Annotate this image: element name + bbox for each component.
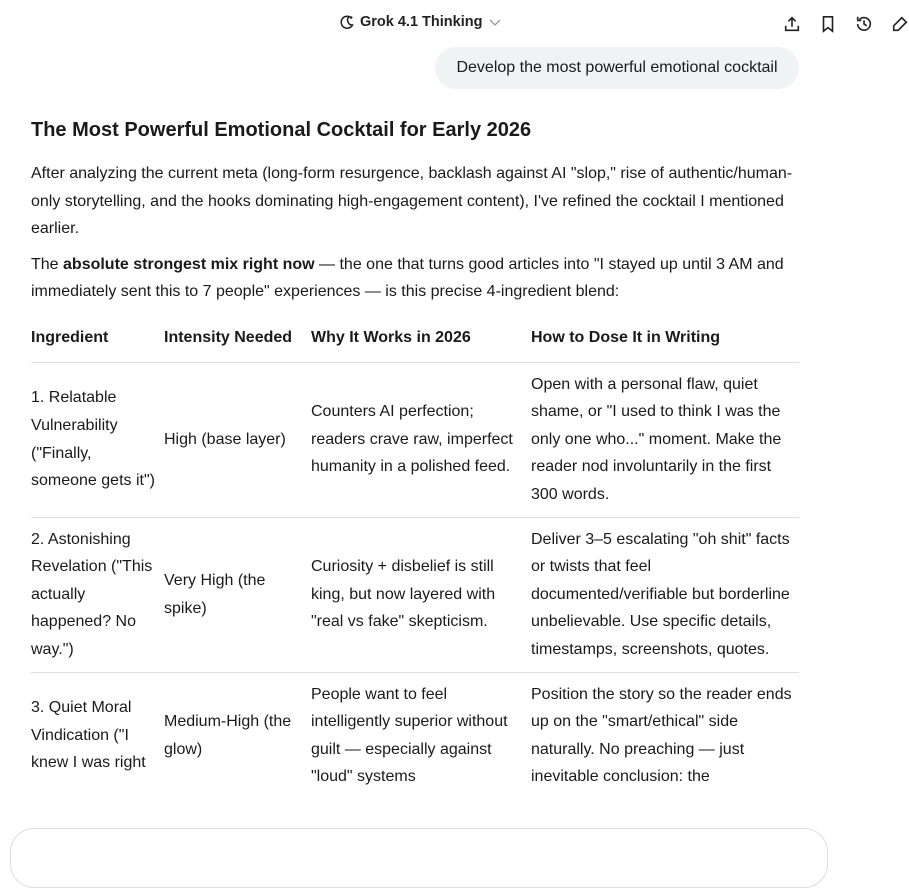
table-cell: Deliver 3–5 escalating "oh shit" facts or twists that feel documented/verifiable but borderline unbelievable. Use specific details, timestamps, screenshots, quotes.: [531, 517, 799, 672]
table-row: [31, 517, 799, 672]
history-icon[interactable]: [855, 14, 873, 34]
assistant-response: [31, 116, 799, 799]
user-message: Develop the most powerful emotional cocktail: [435, 47, 799, 89]
model-selector[interactable]: [339, 14, 503, 30]
column-header: Ingredient: [31, 328, 109, 346]
column-header: Intensity Needed: [164, 328, 293, 346]
table-row: [31, 672, 799, 799]
bookmark-icon[interactable]: [819, 14, 837, 34]
table-cell: High (base layer): [164, 362, 311, 517]
table-cell: Open with a personal flaw, quiet shame, or "I used to think I was the only one who..." moment. Make the reader nod involuntarily in the first 300 words.: [531, 362, 799, 517]
table-row: [31, 362, 799, 517]
response-title: The Most Powerful Emotional Cocktail for Early 2026: [31, 119, 532, 141]
moon-icon: [339, 14, 355, 30]
table-cell: Curiosity + disbelief is still king, but now layered with "real vs fake" skepticism.: [311, 517, 531, 672]
table-header-row: [31, 324, 799, 362]
response-paragraph: [31, 251, 799, 306]
table-cell: People want to feel intelligently superior without guilt — especially against "loud" systems: [311, 672, 531, 799]
table-cell: Medium-High (the glow): [164, 672, 311, 799]
chevron-down-icon: [487, 14, 503, 30]
ingredient-table: [31, 324, 799, 799]
top-bar: [0, 0, 909, 48]
table-cell: 2. Astonishing Revelation ("This actually happened? No way."): [31, 517, 164, 672]
table-cell: 1. Relatable Vulnerability ("Finally, someone gets it"): [31, 362, 164, 517]
model-name: Grok 4.1 Thinking: [360, 14, 483, 30]
table-cell: Very High (the spike): [164, 517, 311, 672]
table-cell: Position the story so the reader ends up on the "smart/ethical" side naturally. No preaching — just inevitable conclusion: the: [531, 672, 799, 799]
column-header: Why It Works in 2026: [311, 328, 471, 346]
edit-icon[interactable]: [891, 14, 909, 34]
text: — the one that turns good articles into "I stayed up until 3 AM and immediately sent this to 7 people" experiences — is this precise 4-ingredient blend:: [31, 255, 784, 301]
table-cell: 3. Quiet Moral Vindication ("I knew I was right: [31, 672, 164, 799]
text: The: [31, 255, 64, 273]
response-paragraph: After analyzing the current meta (long-form resurgence, backlash against AI "slop," rise of authentic/human-only storytelling, and the hooks dominating high-engagement content), I've refined the cocktail I mentioned earlier.: [31, 165, 793, 238]
share-icon[interactable]: [783, 14, 801, 34]
message-input[interactable]: [10, 828, 828, 888]
table-cell: Counters AI perfection; readers crave raw, imperfect humanity in a polished feed.: [311, 362, 531, 517]
bold-text: absolute strongest mix right now: [63, 255, 315, 273]
column-header: How to Dose It in Writing: [531, 328, 721, 346]
